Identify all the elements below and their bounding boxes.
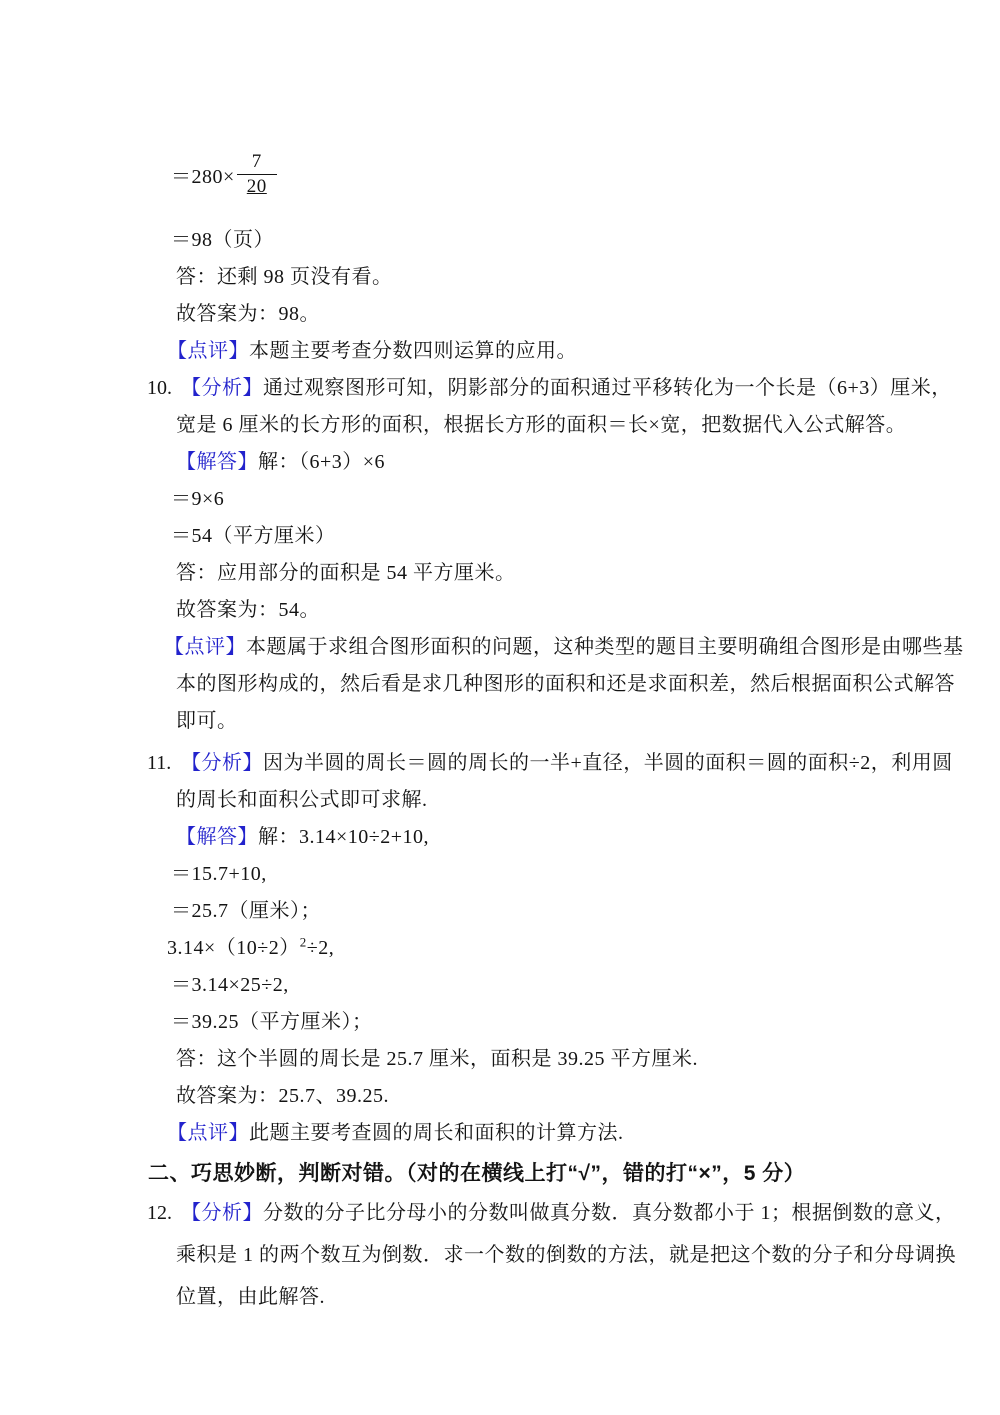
document-body (0, 126, 1000, 1318)
text-run: 答：这个半圆的周长是 25.7 厘米，面积是 39.25 平方厘米. (176, 1048, 698, 1070)
text-run: ＝54（平方厘米） (171, 525, 336, 547)
superscript: 2 (299, 934, 307, 950)
text-run: ＝15.7+10, (171, 863, 267, 885)
section-tag: 【点评】 (164, 636, 246, 658)
text-run: 本题属于求组合图形面积的问题，这种类型的题目主要明确组合图形是由哪些基 (246, 636, 964, 658)
question-line (0, 370, 1000, 407)
section-tag: 【点评】 (167, 340, 249, 362)
doc-line (0, 444, 1000, 481)
text-run: 此题主要考查圆的周长和面积的计算方法. (249, 1122, 624, 1144)
question-number: 10. (147, 377, 172, 399)
text-run: 即可。 (176, 710, 238, 732)
doc-line (0, 1041, 1000, 1078)
text-run: ÷2, (306, 937, 335, 959)
question-line (0, 1192, 1000, 1234)
text-run: 3.14×（10÷2） (167, 937, 300, 959)
doc-line (0, 893, 1000, 930)
text-run: 解：（6+3）×6 (258, 451, 386, 473)
doc-line (0, 703, 1000, 740)
text-run: 宽是 6 厘米的长方形的面积，根据长方形的面积＝长×宽，把数据代入公式解答。 (176, 414, 907, 436)
section-tag: 【解答】 (176, 826, 258, 848)
text-run: 故答案为：54。 (176, 599, 320, 621)
text-run: ＝39.25（平方厘米）； (171, 1011, 373, 1033)
text-run: 故答案为：98。 (176, 303, 320, 325)
section-tag: 【分析】 (181, 377, 263, 399)
fraction: $\frac{7}{20}$ (237, 151, 277, 198)
section-tag: 【解答】 (176, 451, 258, 473)
text-run: ＝25.7（厘米）； (171, 900, 321, 922)
text-run: 故答案为：25.7、39.25. (176, 1085, 389, 1107)
section-tag: 【分析】 (181, 752, 263, 774)
question-number: 11. (147, 752, 172, 774)
doc-line (0, 819, 1000, 856)
doc-line (0, 518, 1000, 555)
doc-line (0, 1115, 1000, 1152)
text-run: ＝9×6 (171, 488, 225, 510)
doc-line (0, 1078, 1000, 1115)
question-line (0, 745, 1000, 782)
text-run: 二、巧思妙断，判断对错。（对的在横线上打“√”，错的打“×”，5 分） (148, 1162, 806, 1185)
doc-line (0, 1234, 1000, 1276)
text-run: 本题主要考查分数四则运算的应用。 (249, 340, 577, 362)
text-run: 的周长和面积公式即可求解. (176, 789, 428, 811)
doc-line (0, 296, 1000, 333)
doc-line (0, 1004, 1000, 1041)
text-run: 解：3.14×10÷2+10, (258, 826, 430, 848)
text-run: 答：应用部分的面积是 54 平方厘米。 (176, 562, 516, 584)
text-run: 本的图形构成的，然后看是求几种图形的面积和还是求面积差，然后根据面积公式解答 (176, 673, 955, 695)
doc-line (0, 259, 1000, 296)
doc-line (0, 629, 1000, 666)
text-run: 分数的分子比分母小的分数叫做真分数．真分数都小于 1；根据倒数的意义， (263, 1202, 956, 1224)
doc-line (0, 407, 1000, 444)
doc-line (0, 856, 1000, 893)
doc-line (0, 930, 1000, 967)
text-run: ＝98（页） (171, 229, 274, 251)
doc-line (0, 967, 1000, 1004)
equation-prefix: ＝280× (171, 165, 235, 188)
doc-line (0, 666, 1000, 703)
equation-fraction-line (0, 126, 1000, 222)
question-number: 12. (147, 1202, 172, 1224)
doc-line (0, 333, 1000, 370)
section-tag: 【点评】 (167, 1122, 249, 1144)
doc-line (0, 222, 1000, 259)
doc-line (0, 555, 1000, 592)
section-tag: 【分析】 (181, 1202, 263, 1224)
doc-line (0, 1276, 1000, 1318)
text-run: 乘积是 1 的两个数互为倒数．求一个数的倒数的方法，就是把这个数的分子和分母调换 (176, 1244, 956, 1266)
text-run: 答：还剩 98 页没有看。 (176, 266, 393, 288)
doc-line (0, 1155, 1000, 1192)
doc-line (0, 592, 1000, 629)
doc-line (0, 481, 1000, 518)
text-run: ＝3.14×25÷2, (171, 974, 289, 996)
doc-line (0, 782, 1000, 819)
text-run: 通过观察图形可知，阴影部分的面积通过平移转化为一个长是（6+3）厘米， (263, 377, 952, 399)
text-run: 因为半圆的周长＝圆的周长的一半+直径，半圆的面积＝圆的面积÷2，利用圆 (263, 752, 953, 774)
text-run: 位置，由此解答. (176, 1286, 325, 1308)
